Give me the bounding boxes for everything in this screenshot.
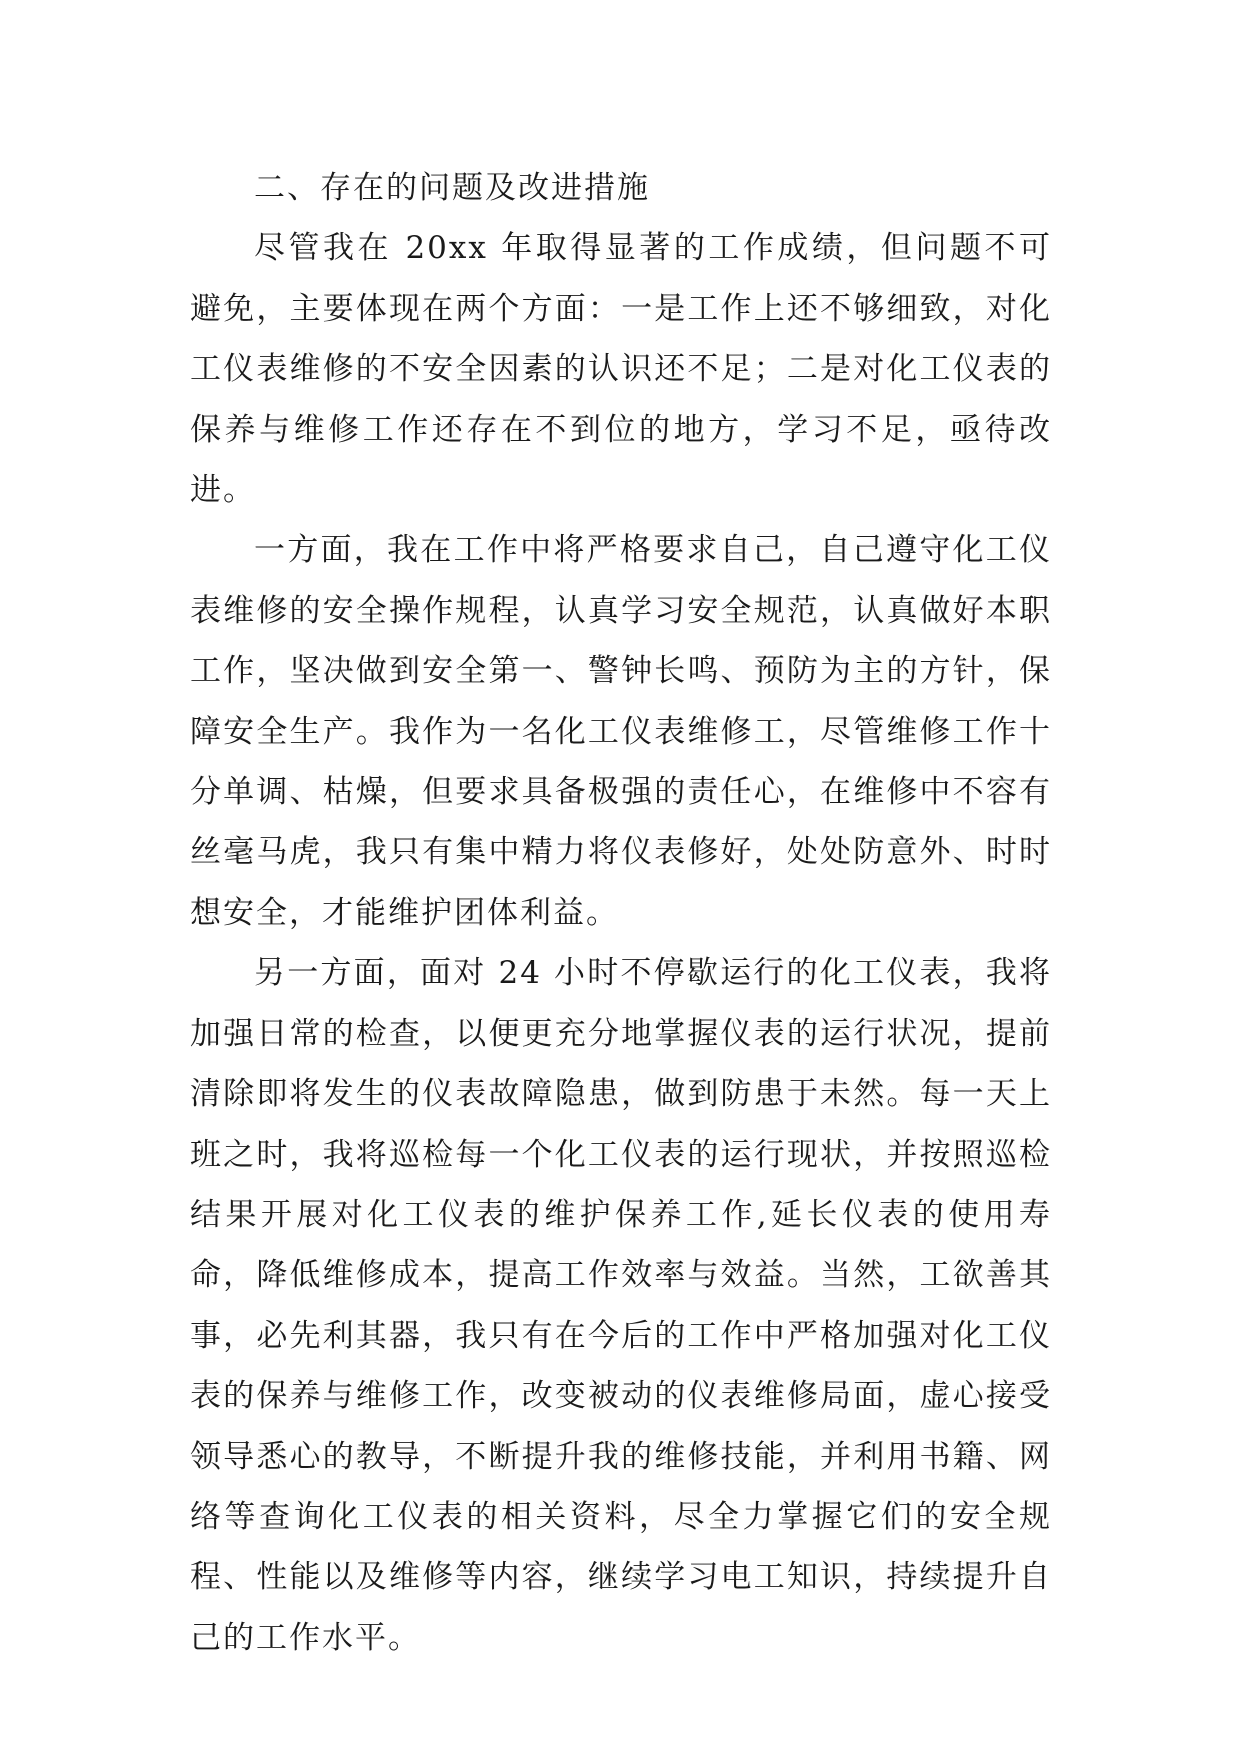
document-body <box>190 158 1052 1668</box>
section-heading: 二、存在的问题及改进措施 <box>254 170 650 206</box>
paragraph-problems: 尽管我在 20xx 年取得显著的工作成绩，但问题不可避免，主要体现在两个方面：一是工作上还不够细致，对化工仪表维修的不安全因素的认识还不足；二是对化工仪表的保养与维修工作还存在不到位的地方，学习不足，亟待改进。 <box>190 230 1052 509</box>
paragraph-safety: 一方面，我在工作中将严格要求自己，自己遵守化工仪表维修的安全操作规程，认真学习安全规范，认真做好本职工作，坚决做到安全第一、警钟长鸣、预防为主的方针，保障安全生产。我作为一名化工仪表维修工，尽管维修工作十分单调、枯燥，但要求具备极强的责任心，在维修中不容有丝毫马虎，我只有集中精力将仪表修好，处处防意外、时时想安全，才能维护团体利益。 <box>190 532 1052 931</box>
paragraph-maintenance: 另一方面，面对 24 小时不停歇运行的化工仪表，我将加强日常的检查，以便更充分地掌握仪表的运行状况，提前清除即将发生的仪表故障隐患，做到防患于未然。每一天上班之时，我将巡检每一个化工仪表的运行现状，并按照巡检结果开展对化工仪表的维护保养工作,延长仪表的使用寿命，降低维修成本，提高工作效率与效益。当然，工欲善其事，必先利其器，我只有在今后的工作中严格加强对化工仪表的保养与维修工作，改变被动的仪表维修局面，虚心接受领导悉心的教导，不断提升我的维修技能，并利用书籍、网络等查询化工仪表的相关资料，尽全力掌握它们的安全规程、性能以及维修等内容，继续学习电工知识，持续提升自己的工作水平。 <box>190 955 1052 1656</box>
